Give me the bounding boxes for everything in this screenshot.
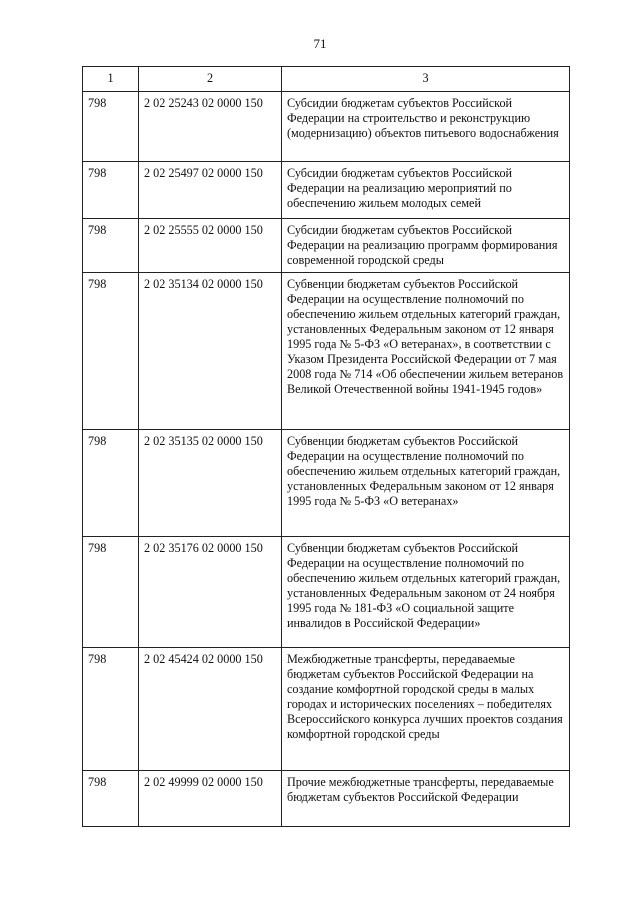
revenue-name-cell: Субвенции бюджетам субъектов Российской Федерации на осуществление полномочий по обеспечению жильем отдельных категорий граждан, установленных Федеральным законом от 12 января 1995 года № 5-ФЗ «О ветеранах», в соответствии с Указом Президента Российской Федерации от 7 мая 2008 года № 714 «Об обеспечении жильем ветеранов Великой Отечественной войны 1941-1945 годов» [282, 273, 570, 430]
admin-code-cell: 798 [83, 219, 139, 273]
revenue-name-cell: Субсидии бюджетам субъектов Российской Федерации на строительство и реконструкцию (модернизацию) объектов питьевого водоснабжения [282, 92, 570, 162]
revenue-name-cell: Межбюджетные трансферты, передаваемые бюджетам субъектов Российской Федерации на создание комфортной городской среды в малых городах и исторических поселениях – победителях Всероссийского конкурса лучших проектов создания комфортной городской среды [282, 648, 570, 771]
revenue-code-cell: 2 02 25555 02 0000 150 [139, 219, 282, 273]
admin-code-cell: 798 [83, 430, 139, 537]
budget-table [82, 66, 570, 827]
admin-code-cell: 798 [83, 771, 139, 827]
admin-code-cell: 798 [83, 162, 139, 219]
revenue-code-cell: 2 02 25497 02 0000 150 [139, 162, 282, 219]
header-row [83, 67, 570, 92]
revenue-code-cell: 2 02 25243 02 0000 150 [139, 92, 282, 162]
column-header: 1 [83, 67, 139, 92]
revenue-name-cell: Субвенции бюджетам субъектов Российской Федерации на осуществление полномочий по обеспечению жильем отдельных категорий граждан, установленных Федеральным законом от 12 января 1995 года № 5-ФЗ «О ветеранах» [282, 430, 570, 537]
revenue-code-cell: 2 02 45424 02 0000 150 [139, 648, 282, 771]
table-row [83, 771, 570, 827]
column-header: 2 [139, 67, 282, 92]
revenue-name-cell: Субвенции бюджетам субъектов Российской Федерации на осуществление полномочий по обеспечению жильем отдельных категорий граждан, установленных Федеральным законом от 24 ноября 1995 года № 181-ФЗ «О социальной защите инвалидов в Российской Федерации» [282, 537, 570, 648]
revenue-code-cell: 2 02 35134 02 0000 150 [139, 273, 282, 430]
revenue-code-cell: 2 02 49999 02 0000 150 [139, 771, 282, 827]
table-row [83, 273, 570, 430]
column-header: 3 [282, 67, 570, 92]
table-row [83, 219, 570, 273]
admin-code-cell: 798 [83, 648, 139, 771]
revenue-code-cell: 2 02 35135 02 0000 150 [139, 430, 282, 537]
page-number: 71 [313, 36, 327, 51]
revenue-code-cell: 2 02 35176 02 0000 150 [139, 537, 282, 648]
table-row [83, 162, 570, 219]
table-row [83, 537, 570, 648]
revenue-name-cell: Субсидии бюджетам субъектов Российской Федерации на реализацию программ формирования современной городской среды [282, 219, 570, 273]
table-row [83, 92, 570, 162]
admin-code-cell: 798 [83, 92, 139, 162]
admin-code-cell: 798 [83, 273, 139, 430]
revenue-name-cell: Субсидии бюджетам субъектов Российской Федерации на реализацию мероприятий по обеспечению жильем молодых семей [282, 162, 570, 219]
table-row [83, 648, 570, 771]
admin-code-cell: 798 [83, 537, 139, 648]
revenue-name-cell: Прочие межбюджетные трансферты, передаваемые бюджетам субъектов Российской Федерации [282, 771, 570, 827]
table-row [83, 430, 570, 537]
